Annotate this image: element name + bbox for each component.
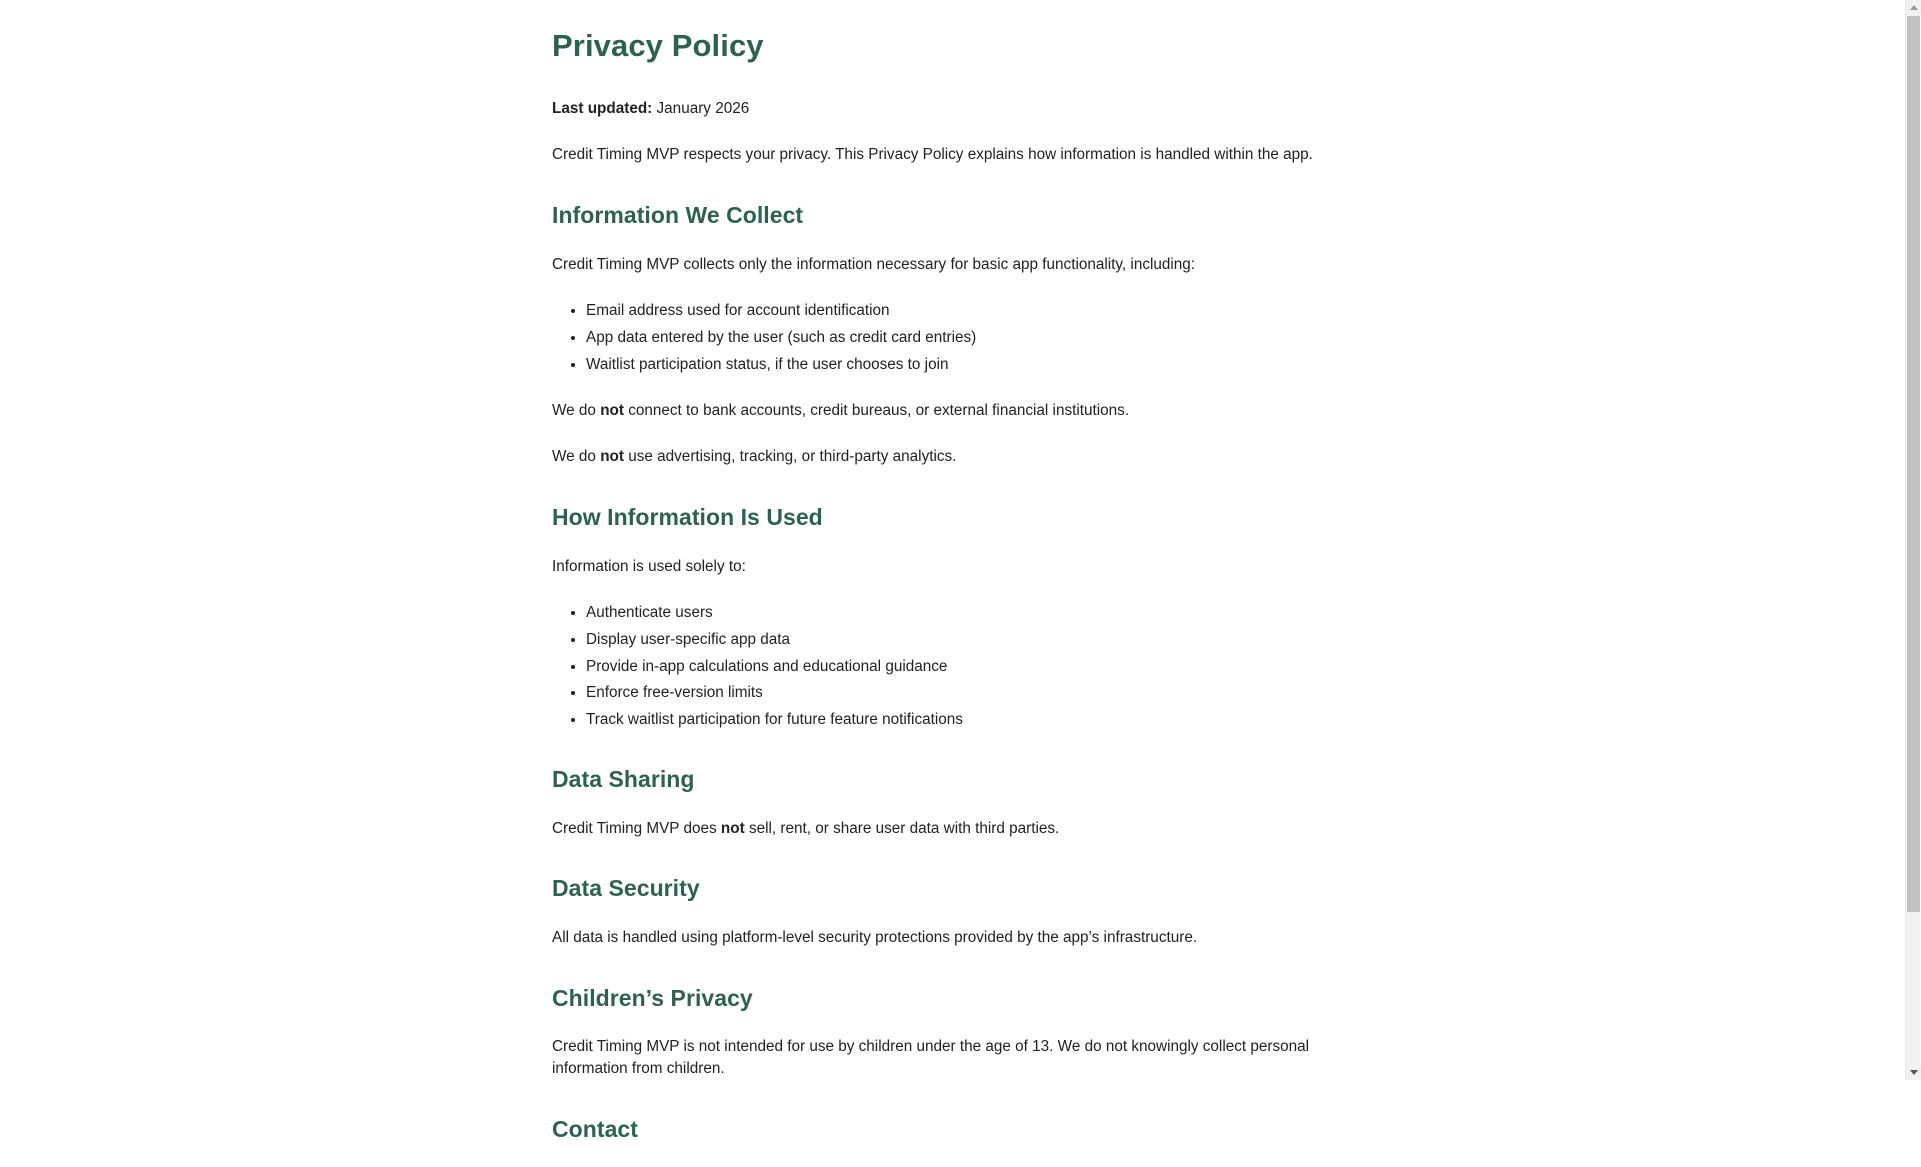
no-tracking-note: [552, 446, 1352, 468]
list-item: • Display user-specific app data: [586, 629, 1352, 650]
section-heading: Contact: [552, 1115, 638, 1142]
chevron-up-icon: [1910, 5, 1918, 10]
list-item: • App data entered by the user (such as credit card entries): [586, 327, 1352, 348]
note-emphasis: not: [600, 448, 624, 466]
vertical-scrollbar[interactable]: [1905, 0, 1920, 1080]
information-usage-list: [552, 602, 1352, 730]
note-prefix: We do: [552, 448, 601, 466]
note-suffix: sell, rent, or share user data with third parties.: [744, 819, 1060, 837]
section-heading: Data Security: [552, 875, 700, 902]
section-contact: [552, 1116, 1352, 1144]
section-intro-paragraph: Information is used solely to:: [552, 557, 746, 575]
scrollbar-thumb[interactable]: [1907, 16, 1920, 912]
section-information-we-collect: [552, 202, 1352, 468]
list-item: • Waitlist participation status, if the user chooses to join: [586, 354, 1352, 375]
list-item: • Provide in-app calculations and educational guidance: [586, 656, 1352, 677]
page-title: Privacy Policy: [552, 28, 764, 63]
collected-information-list: [552, 300, 1352, 374]
intro-paragraph: Credit Timing MVP respects your privacy. This Privacy Policy explains how information is handled within the app.: [552, 146, 1313, 164]
list-item: • Track waitlist participation for future feature notifications: [586, 709, 1352, 730]
scroll-down-button[interactable]: [1906, 1065, 1921, 1080]
note-suffix: use advertising, tracking, or third-party analytics.: [623, 448, 957, 466]
scroll-up-button[interactable]: [1906, 0, 1921, 15]
data-security-paragraph: All data is handled using platform-level security protections provided by the app’s infrastructure.: [552, 928, 1198, 946]
list-item: • Enforce free-version limits: [586, 682, 1352, 703]
last-updated-line: [552, 98, 1352, 120]
note-prefix: We do: [552, 401, 601, 419]
section-heading: Children’s Privacy: [552, 984, 753, 1011]
childrens-privacy-paragraph: Credit Timing MVP is not intended for use by children under the age of 13. We do not knowingly collect personal information from children.: [552, 1038, 1310, 1077]
no-bank-connection-note: [552, 400, 1352, 422]
section-heading: Data Sharing: [552, 765, 695, 792]
section-data-security: [552, 875, 1352, 948]
list-item: • Authenticate users: [586, 602, 1352, 623]
last-updated-label: Last updated:: [552, 99, 653, 117]
last-updated-value: January 2026: [652, 99, 750, 117]
list-item: • Email address used for account identification: [586, 300, 1352, 321]
section-heading: How Information Is Used: [552, 504, 823, 531]
section-data-sharing: [552, 766, 1352, 839]
note-emphasis: not: [600, 401, 624, 419]
section-how-information-is-used: [552, 504, 1352, 730]
data-sharing-paragraph: [552, 818, 1352, 840]
note-emphasis: not: [720, 819, 745, 837]
section-childrens-privacy: [552, 985, 1352, 1080]
privacy-policy-document: [552, 28, 1352, 1167]
section-heading: Information We Collect: [552, 202, 804, 229]
chevron-down-icon: [1910, 1070, 1918, 1075]
note-prefix: Credit Timing MVP does: [552, 819, 721, 837]
note-suffix: connect to bank accounts, credit bureaus, or external financial institutions.: [623, 401, 1130, 419]
section-intro-paragraph: Credit Timing MVP collects only the information necessary for basic app functionality, including:: [552, 255, 1196, 273]
